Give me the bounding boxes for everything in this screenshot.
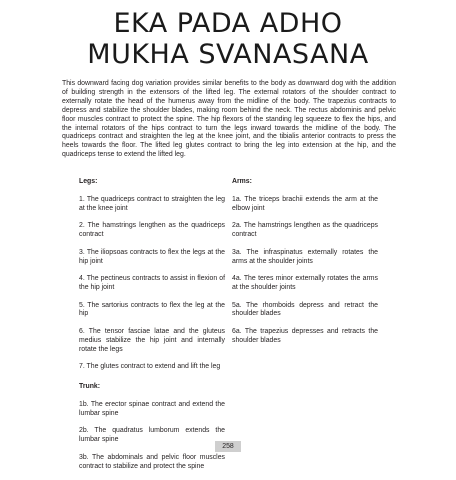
page-number: 258 bbox=[215, 441, 241, 452]
legs-item-7: 7. The glutes contract to extend and lift the leg bbox=[79, 363, 221, 371]
arms-heading: Arms: bbox=[232, 178, 252, 185]
legs-item-2: 2. The hamstrings lengthen as the quadriceps contract bbox=[79, 222, 225, 239]
trunk-item-3b: 3b. The abdominals and pelvic floor muscles contract to stabilize and protect the spine bbox=[79, 453, 225, 470]
legs-heading: Legs: bbox=[79, 178, 98, 185]
page-title bbox=[0, 8, 456, 70]
left-column bbox=[79, 178, 225, 480]
legs-item-1: 1. The quadriceps contract to straighten the leg at the knee joint bbox=[79, 195, 225, 212]
page-title-line-2: MUKHA SVANASANA bbox=[87, 39, 369, 70]
trunk-heading: Trunk: bbox=[79, 383, 101, 391]
trunk-item-1b: 1b. The erector spinae contract and extend the lumbar spine bbox=[79, 401, 225, 417]
legs-item-3: 3. The iliopsoas contracts to flex the legs at the hip joint bbox=[79, 248, 225, 265]
arms-item-2a: 2a. The hamstrings lengthen as the quadriceps contract bbox=[232, 222, 378, 239]
arms-item-6a: 6a. The trapezius depresses and retracts the shoulder blades bbox=[232, 327, 378, 344]
intro-paragraph: This downward facing dog variation provides similar benefits to the body as downward dog with the addition of building strength in the extensors of the lifted leg. The external rotators of the shoulder contract to externally rotate the head of the humerus away from the midline of the body. The trapezius contracts to depress and stabilize the shoulder blades, making room behind the neck. The rectus abdominis and pelvic floor muscles contract to protect the spine. The hip flexors of the standing leg squeeze to flex the hips, and the internal rotators of the hips contract to turn the legs inward towards the midline of the body. The quadriceps contract and straighten the leg at the knee joint, and the tibialis anterior contracts to press the heels towards the floor. The lifted leg glutes contract to bring the leg into extension at the hip, and the quadriceps tense to extend the lifted leg. bbox=[62, 80, 396, 159]
arms-item-5a: 5a. The rhomboids depress and retract the shoulder blades bbox=[232, 301, 378, 318]
page-title-line-1: EKA PADA ADHO bbox=[113, 8, 343, 39]
right-column bbox=[232, 178, 378, 354]
trunk-item-2b: 2b. The quadratus lumborum extends the lumbar spine bbox=[79, 427, 225, 444]
legs-item-5: 5. The sartorius contracts to flex the leg at the hip bbox=[79, 301, 225, 318]
arms-item-4a: 4a. The teres minor externally rotates the arms at the shoulder joints bbox=[232, 275, 378, 292]
legs-item-6: 6. The tensor fasciae latae and the gluteus medius stabilize the hip joint and internally rotate the legs bbox=[79, 327, 225, 353]
arms-item-3a: 3a. The infraspinatus externally rotates the arms at the shoulder joints bbox=[232, 248, 378, 265]
arms-item-1a: 1a. The triceps brachii extends the arm at the elbow joint bbox=[232, 195, 378, 212]
legs-item-4: 4. The pectineus contracts to assist in flexion of the hip joint bbox=[79, 275, 225, 292]
